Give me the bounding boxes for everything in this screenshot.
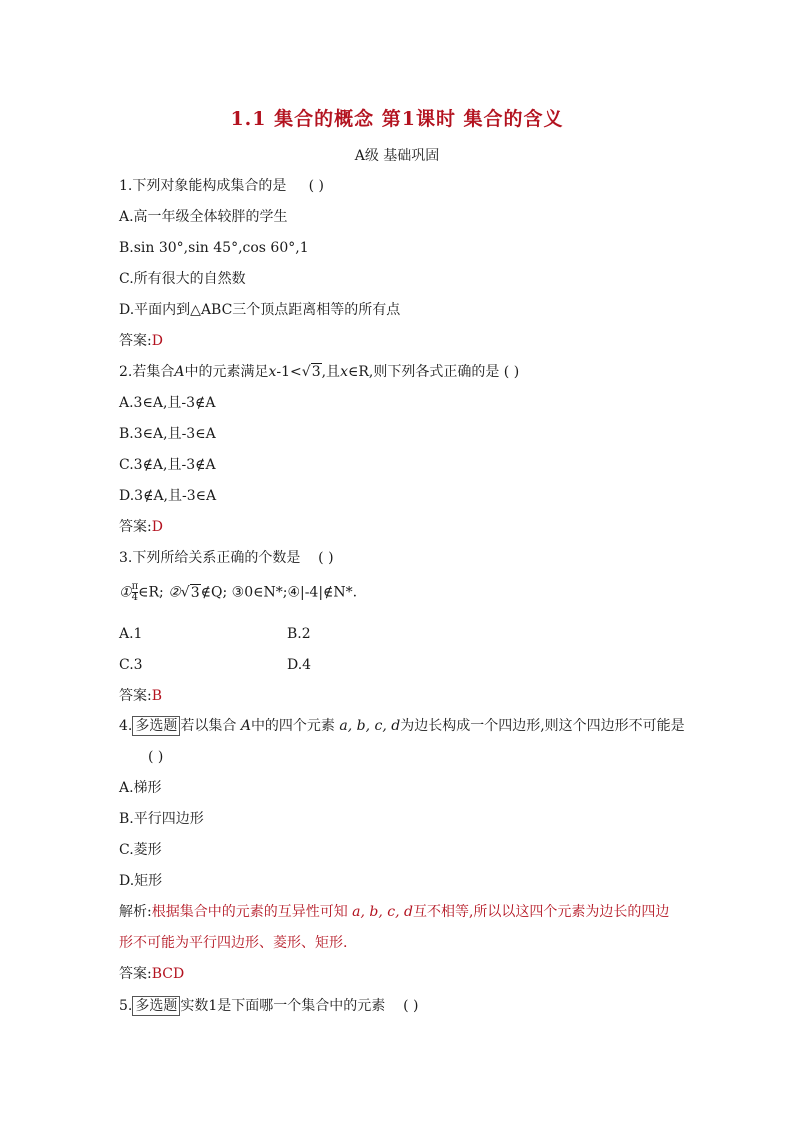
section-level: A级 基础巩固 [354,148,440,164]
question-1-option-a: A.高一年级全体较胖的学生 [119,209,288,225]
multi-choice-tag: 多选题 [132,996,180,1016]
question-4-answer: 答案:BCD [119,966,185,982]
question-4-option-c: C.菱形 [119,842,162,858]
question-4-option-d: D.矩形 [119,873,163,889]
question-3-relations: ① $\frac{\pi}{4}$ ∈R; ②√3∉Q; ③0∈N*;④|-4|∉N*. [119,581,358,603]
question-3-option-c: C.3 [119,657,143,673]
question-2-option-c: C.3∉A,且-3∉A [119,457,216,473]
question-2-option-d: D.3∉A,且-3∈A [119,488,217,504]
multi-choice-tag: 多选题 [132,716,180,736]
question-1-answer: 答案:D [119,333,163,349]
question-2-answer: 答案:D [119,519,163,535]
question-1-option-d: D.平面内到△ABC三个顶点距离相等的所有点 [119,302,401,318]
question-2-stem: 2.若集合A中的元素满足x-1<√3,且x∈R,则下列各式正确的是 ( ) [119,364,520,380]
question-4-option-a: A.梯形 [119,780,162,796]
question-4-option-b: B.平行四边形 [119,811,204,827]
question-4-analysis-line-2: 形不可能为平行四边形、菱形、矩形. [119,935,348,951]
fraction-pi-over-4: $\frac{\pi}{4}$ [131,581,139,603]
question-4-paren: ( ) [148,749,164,765]
question-3-option-a: A.1 [119,626,143,642]
question-5-stem: 5. 多选题 实数1是下面哪一个集合中的元素 ( ) [119,998,419,1014]
question-1-option-c: C.所有很大的自然数 [119,271,246,287]
question-1-stem: 1.下列对象能构成集合的是 ( ) [119,178,324,194]
question-4-analysis-line-1: 解析:根据集合中的元素的互异性可知 a, b, c, d互不相等,所以以这四个元素为边长的四边 [119,904,670,920]
question-1-option-b: B.sin 30°,sin 45°,cos 60°,1 [119,240,309,256]
page-title: 1.1 集合的概念 第1课时 集合的含义 [230,108,564,130]
question-3-answer: 答案:B [119,688,163,704]
question-2-option-a: A.3∈A,且-3∉A [119,395,216,411]
question-2-option-b: B.3∈A,且-3∈A [119,426,216,442]
question-3-option-b: B.2 [287,626,311,642]
question-3-option-d: D.4 [287,657,312,673]
question-3-stem: 3.下列所给关系正确的个数是 ( ) [119,550,334,566]
question-4-stem: 4. 多选题 若以集合 A中的四个元素 a, b, c, d为边长构成一个四边形,则这个四边形不可能是 [119,718,685,734]
